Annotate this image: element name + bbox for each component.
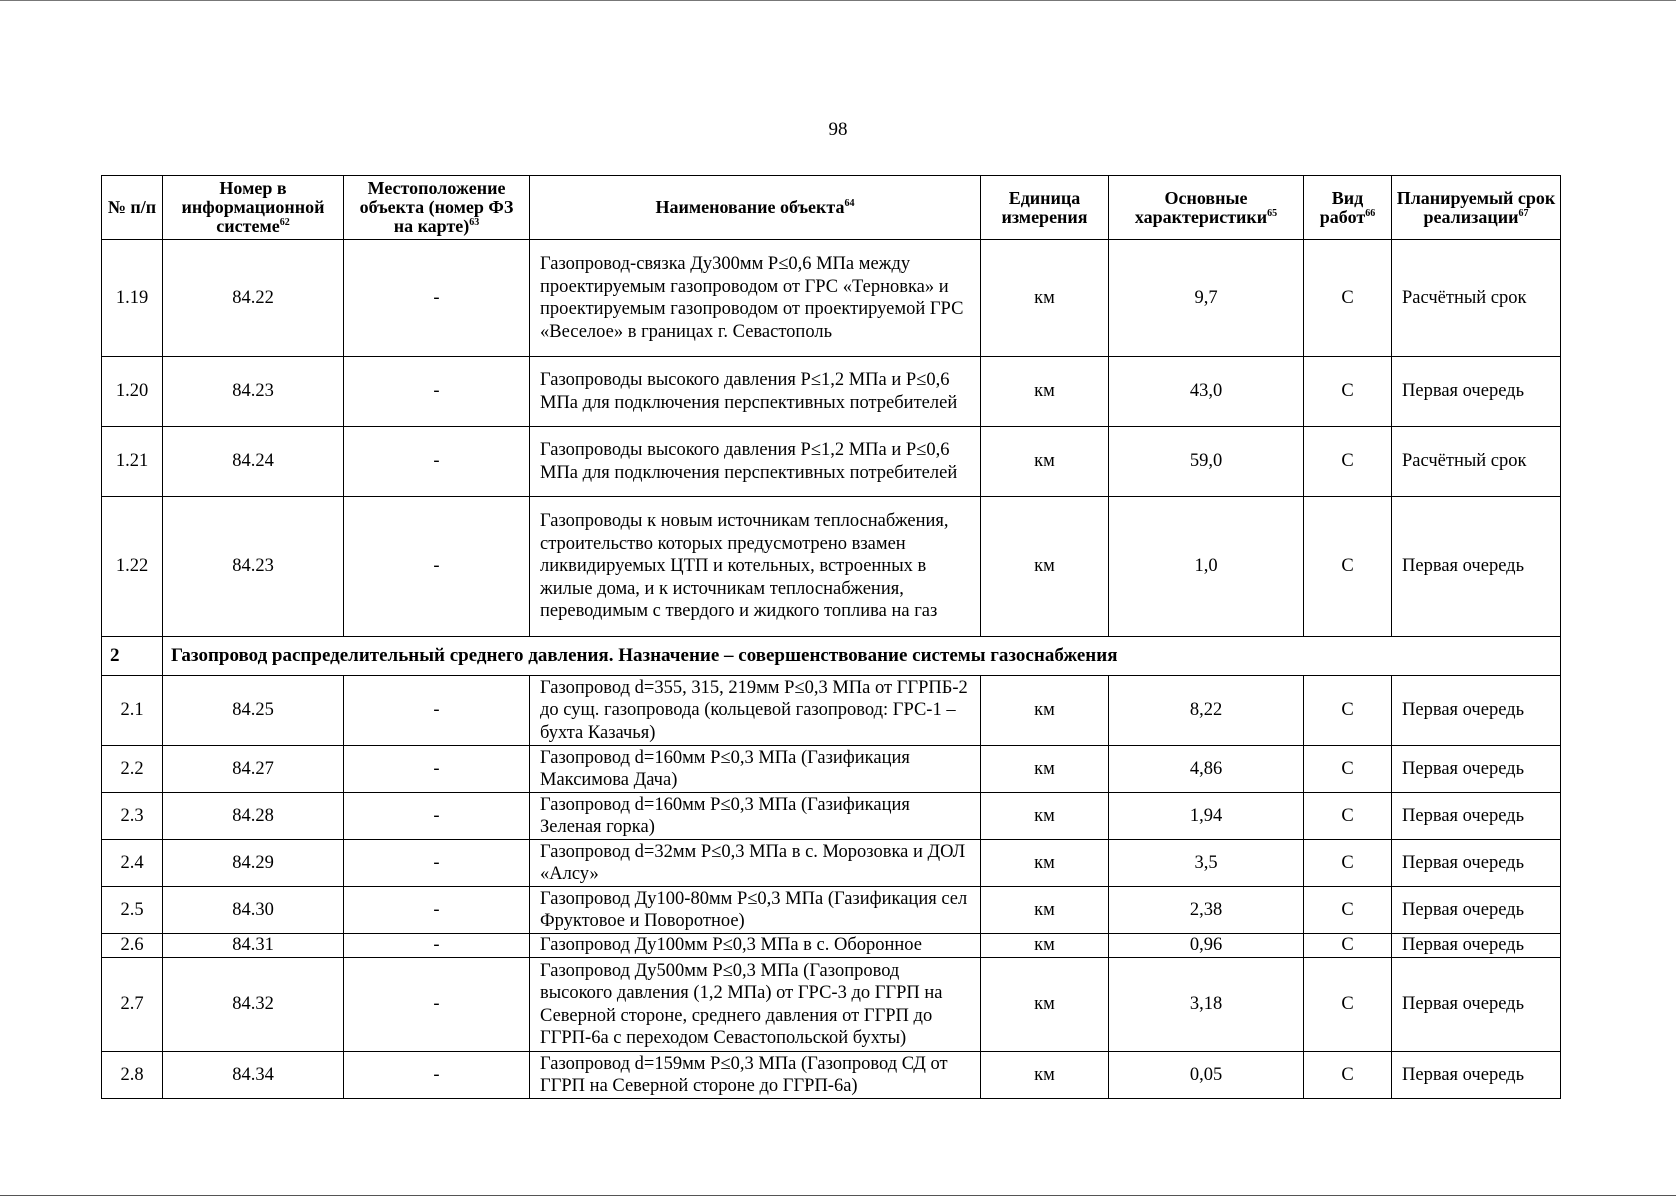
header-number: № п/п <box>102 176 163 240</box>
header-info-system-number: Номер в информационной системе$^{62}$ <box>163 176 344 240</box>
header-unit: Единица измерения <box>981 176 1109 240</box>
cell-unit: км <box>981 887 1109 934</box>
cell-work-type: С <box>1304 934 1392 958</box>
table-header-row <box>102 176 1561 240</box>
cell-planned-date: Первая очередь <box>1392 840 1561 887</box>
header-location: Местоположение объекта (номер ФЗ на карте)$^{63}$ <box>344 176 530 240</box>
cell-work-type: С <box>1304 746 1392 793</box>
table-row <box>102 497 1561 637</box>
cell-number: 2.7 <box>102 958 163 1052</box>
cell-planned-date: Расчётный срок <box>1392 427 1561 497</box>
table-row <box>102 793 1561 840</box>
table-row <box>102 746 1561 793</box>
header-work-type: Вид работ$^{66}$ <box>1304 176 1392 240</box>
cell-unit: км <box>981 1052 1109 1099</box>
cell-planned-date: Первая очередь <box>1392 497 1561 637</box>
section-number: 2 <box>102 637 163 676</box>
cell-value: 9,7 <box>1109 240 1304 357</box>
cell-object-name: Газопроводы к новым источникам теплоснабжения, строительство которых предусмотрено взамен ликвидируемых ЦТП и котельных, встроенных в жилые дома, и к источникам теплоснабжения, переводимым с твердого и жидкого топлива на газ <box>530 497 981 637</box>
cell-value: 0,96 <box>1109 934 1304 958</box>
cell-value: 43,0 <box>1109 357 1304 427</box>
table-row <box>102 840 1561 887</box>
table-row <box>102 240 1561 357</box>
cell-planned-date: Первая очередь <box>1392 357 1561 427</box>
table-row <box>102 427 1561 497</box>
cell-location: - <box>344 840 530 887</box>
cell-work-type: С <box>1304 1052 1392 1099</box>
cell-code: 84.23 <box>163 497 344 637</box>
cell-value: 3,18 <box>1109 958 1304 1052</box>
cell-object-name: Газопровод Ду500мм Р≤0,3 МПа (Газопровод высокого давления (1,2 МПа) от ГРС-3 до ГГРП на Северной стороне, среднего давления от ГГРП до ГГРП-6а с переходом Севастопольской бухты) <box>530 958 981 1052</box>
cell-work-type: С <box>1304 887 1392 934</box>
cell-planned-date: Первая очередь <box>1392 887 1561 934</box>
cell-work-type: С <box>1304 240 1392 357</box>
cell-code: 84.22 <box>163 240 344 357</box>
cell-unit: км <box>981 497 1109 637</box>
cell-object-name: Газопровод d=32мм Р≤0,3 МПа в с. Морозовка и ДОЛ «Алсу» <box>530 840 981 887</box>
table-row <box>102 1052 1561 1099</box>
cell-object-name: Газопровод-связка Ду300мм Р≤0,6 МПа между проектируемым газопроводом от ГРС «Терновка» и проектируемым газопроводом от проектируемой ГРС «Веселое» в границах г. Севастополь <box>530 240 981 357</box>
cell-unit: км <box>981 240 1109 357</box>
cell-planned-date: Расчётный срок <box>1392 240 1561 357</box>
cell-number: 2.8 <box>102 1052 163 1099</box>
cell-code: 84.28 <box>163 793 344 840</box>
objects-table <box>101 175 1561 1099</box>
cell-planned-date: Первая очередь <box>1392 676 1561 746</box>
cell-planned-date: Первая очередь <box>1392 1052 1561 1099</box>
cell-value: 8,22 <box>1109 676 1304 746</box>
cell-location: - <box>344 497 530 637</box>
cell-number: 2.1 <box>102 676 163 746</box>
section-title: Газопровод распределительный среднего давления. Назначение – совершенствование системы газоснабжения <box>163 637 1561 676</box>
cell-code: 84.24 <box>163 427 344 497</box>
cell-value: 2,38 <box>1109 887 1304 934</box>
cell-value: 3,5 <box>1109 840 1304 887</box>
cell-value: 0,05 <box>1109 1052 1304 1099</box>
cell-object-name: Газопровод d=160мм Р≤0,3 МПа (Газификация Зеленая горка) <box>530 793 981 840</box>
cell-number: 1.20 <box>102 357 163 427</box>
cell-code: 84.31 <box>163 934 344 958</box>
cell-object-name: Газопроводы высокого давления Р≤1,2 МПа и Р≤0,6 МПа для подключения перспективных потребителей <box>530 357 981 427</box>
cell-work-type: С <box>1304 840 1392 887</box>
cell-work-type: С <box>1304 676 1392 746</box>
table-row <box>102 958 1561 1052</box>
page-number: 98 <box>828 119 848 140</box>
cell-location: - <box>344 427 530 497</box>
cell-location: - <box>344 793 530 840</box>
cell-location: - <box>344 676 530 746</box>
cell-number: 2.6 <box>102 934 163 958</box>
cell-unit: км <box>981 746 1109 793</box>
cell-location: - <box>344 934 530 958</box>
cell-number: 2.3 <box>102 793 163 840</box>
header-characteristics: Основные характеристики$^{65}$ <box>1109 176 1304 240</box>
cell-number: 1.19 <box>102 240 163 357</box>
bottom-scan-edge <box>0 1195 1676 1196</box>
cell-location: - <box>344 357 530 427</box>
cell-unit: км <box>981 676 1109 746</box>
cell-object-name: Газопровод d=355, 315, 219мм Р≤0,3 МПа от ГГРПБ-2 до сущ. газопровода (кольцевой газопровод: ГРС-1 – бухта Казачья) <box>530 676 981 746</box>
cell-unit: км <box>981 958 1109 1052</box>
cell-object-name: Газопровод d=160мм Р≤0,3 МПа (Газификация Максимова Дача) <box>530 746 981 793</box>
top-scan-edge <box>0 0 1676 1</box>
cell-unit: км <box>981 840 1109 887</box>
cell-code: 84.30 <box>163 887 344 934</box>
table-row <box>102 357 1561 427</box>
cell-planned-date: Первая очередь <box>1392 934 1561 958</box>
header-object-name: Наименование объекта$^{64}$ <box>530 176 981 240</box>
cell-work-type: С <box>1304 958 1392 1052</box>
cell-unit: км <box>981 427 1109 497</box>
cell-object-name: Газопровод Ду100мм Р≤0,3 МПа в с. Оборонное <box>530 934 981 958</box>
cell-work-type: С <box>1304 357 1392 427</box>
cell-planned-date: Первая очередь <box>1392 746 1561 793</box>
cell-planned-date: Первая очередь <box>1392 958 1561 1052</box>
cell-code: 84.23 <box>163 357 344 427</box>
cell-number: 2.2 <box>102 746 163 793</box>
cell-code: 84.29 <box>163 840 344 887</box>
cell-code: 84.27 <box>163 746 344 793</box>
cell-unit: км <box>981 793 1109 840</box>
cell-value: 1,94 <box>1109 793 1304 840</box>
cell-location: - <box>344 240 530 357</box>
cell-object-name: Газопроводы высокого давления Р≤1,2 МПа и Р≤0,6 МПа для подключения перспективных потребителей <box>530 427 981 497</box>
cell-number: 1.22 <box>102 497 163 637</box>
cell-object-name: Газопровод Ду100-80мм Р≤0,3 МПа (Газификация сел Фруктовое и Поворотное) <box>530 887 981 934</box>
cell-number: 2.4 <box>102 840 163 887</box>
cell-unit: км <box>981 357 1109 427</box>
section-row <box>102 637 1561 676</box>
table-row <box>102 887 1561 934</box>
cell-number: 1.21 <box>102 427 163 497</box>
cell-code: 84.32 <box>163 958 344 1052</box>
cell-location: - <box>344 746 530 793</box>
header-planned-date: Планируемый срок реализации$^{67}$ <box>1392 176 1561 240</box>
cell-code: 84.34 <box>163 1052 344 1099</box>
cell-location: - <box>344 1052 530 1099</box>
cell-object-name: Газопровод d=159мм Р≤0,3 МПа (Газопровод СД от ГГРП на Северной стороне до ГГРП-6а) <box>530 1052 981 1099</box>
cell-planned-date: Первая очередь <box>1392 793 1561 840</box>
cell-number: 2.5 <box>102 887 163 934</box>
cell-work-type: С <box>1304 497 1392 637</box>
table-row <box>102 934 1561 958</box>
cell-value: 59,0 <box>1109 427 1304 497</box>
cell-location: - <box>344 887 530 934</box>
cell-work-type: С <box>1304 793 1392 840</box>
cell-value: 1,0 <box>1109 497 1304 637</box>
cell-value: 4,86 <box>1109 746 1304 793</box>
table-row <box>102 676 1561 746</box>
cell-location: - <box>344 958 530 1052</box>
cell-work-type: С <box>1304 427 1392 497</box>
cell-code: 84.25 <box>163 676 344 746</box>
cell-unit: км <box>981 934 1109 958</box>
